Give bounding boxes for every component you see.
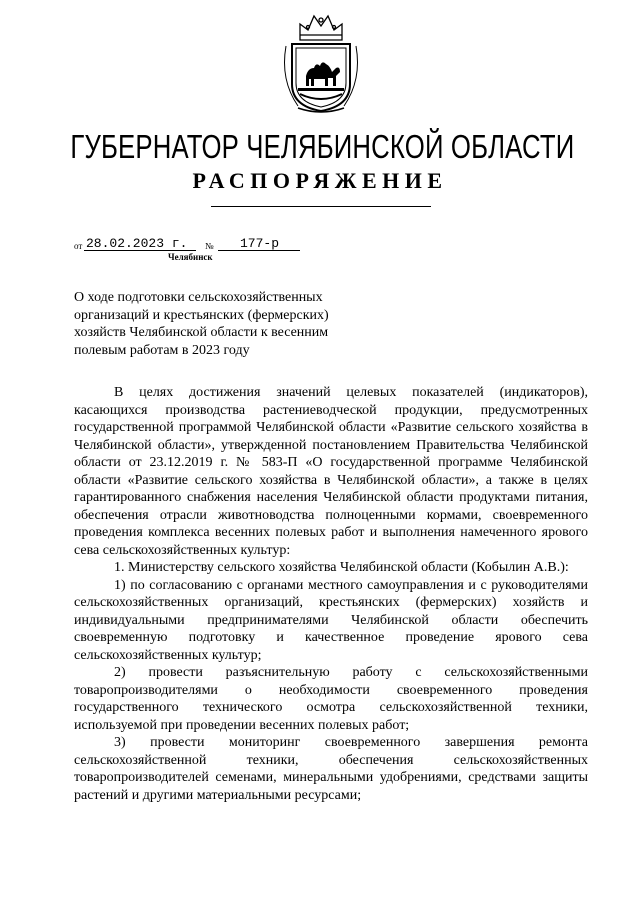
city-label: Челябинск [168,252,213,262]
number-underline [218,250,300,251]
document-subject: О ходе подготовки сельскохозяйственных организаций и крестьянских (фермерских) хозяйств Челябинской области к весенним полевым работам в 2023 году [74,290,329,358]
paragraph-item-1: 1. Министерству сельского хозяйства Челябинской области (Кобылин А.В.): [114,560,569,575]
paragraph-subitem-3: 3) провести мониторинг своевременного завершения ремонта сельскохозяйственной техники, обеспечения сельскохозяйственных товаропроизводителей семенами, минеральными удобрениями, средствами защиты растений и другими материальными ресурсами; [74,735,588,803]
document-title: ГУБЕРНАТОР ЧЕЛЯБИНСКОЙ ОБЛАСТИ [70,128,575,165]
document-number: 177-р [240,236,280,251]
document-body [74,384,588,804]
date-underline [84,250,196,251]
header-divider [211,206,431,207]
document-date: 28.02.2023 г. [86,236,188,251]
paragraph-preamble: В целях достижения значений целевых показателей (индикаторов), касающихся производства растениеводческой продукции, предусмотренных государственной программой Челябинской области «Развитие сельского хозяйства в Челябинской области», утвержденной постановлением Правительства Челябинской области от 23.12.2019 г. № 583-П «О государственной программе Челябинской области «Развитие сельского хозяйства в Челябинской области», а также в целях гарантированного снабжения населения Челябинской области продуктами питания, обеспечения отрасли животноводства полноценными кормами, своевременного проведения комплекса весенних полевых работ и выполнения намеченного ярового сева сельскохозяйственных культур: [74,385,588,558]
chelyabinsk-coat-of-arms-icon [278,10,364,114]
paragraph-subitem-1: 1) по согласованию с органами местного самоуправления и с руководителями сельскохозяйственных организаций, крестьянских (фермерских) хозяйств и индивидуальными предпринимателями Челябинской области обеспечить своевременную подготовку и качественное проведение ярового сева сельскохозяйственных культур; [74,577,588,663]
number-label: № [205,241,214,251]
document-type: РАСПОРЯЖЕНИЕ [192,168,448,193]
paragraph-subitem-2: 2) провести разъяснительную работу с сельскохозяйственными товаропроизводителями о необходимости своевременного проведения государственного технического осмотра сельскохозяйственной техники, используемой при проведении весенних полевых работ; [74,665,588,733]
from-label: от [74,241,83,251]
